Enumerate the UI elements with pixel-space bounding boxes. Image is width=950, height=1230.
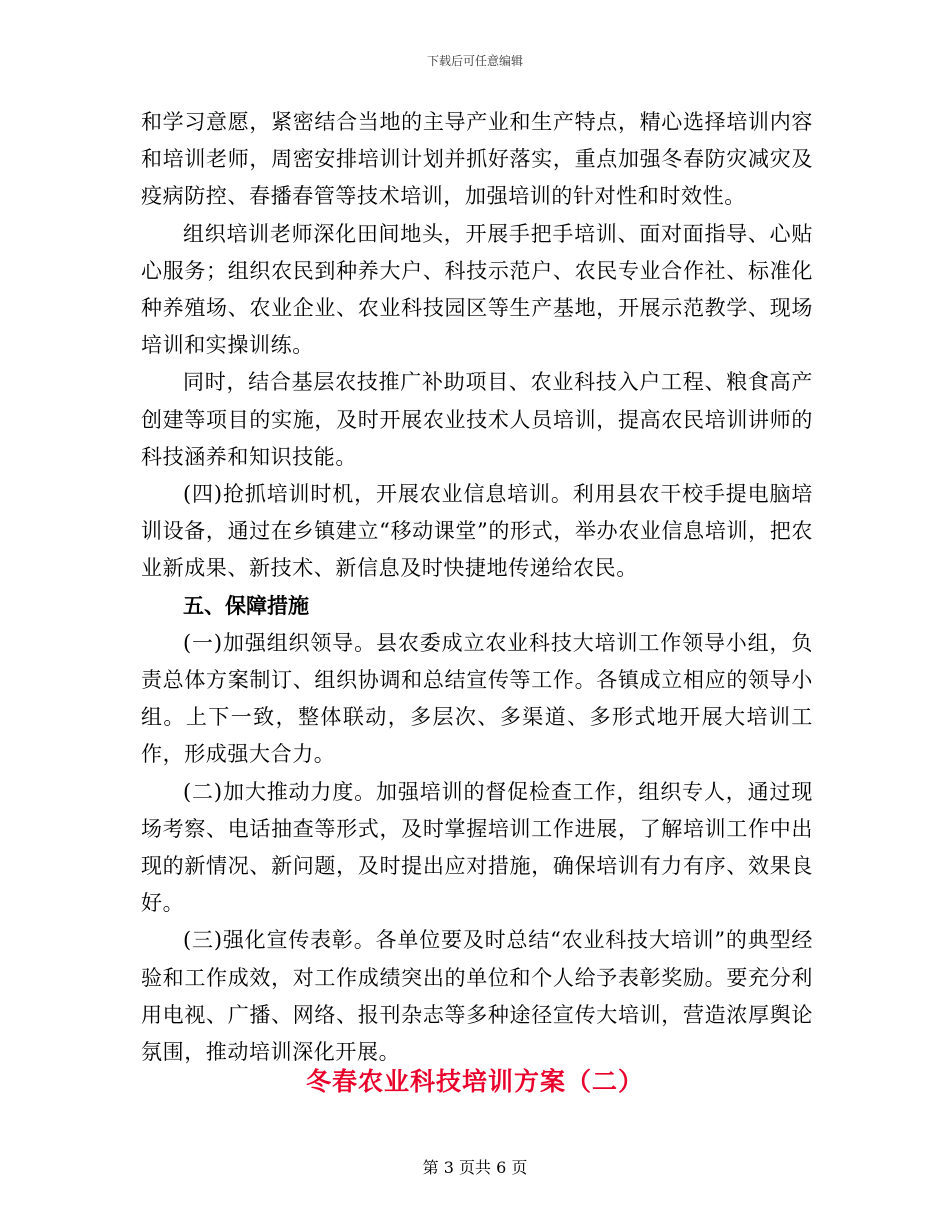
paragraph-promotion-effort: (二)加大推动力度。加强培训的督促检查工作，组织专人，通过现场考察、电话抽查等形式，及时掌握培训工作进展，了解培训工作中出现的新情况、新问题，及时提出应对措施，确保培训有力有序、效果良好。 xyxy=(141,779,813,916)
section-heading-safeguards: 五、保障措施 xyxy=(183,593,309,618)
document-body xyxy=(141,104,813,1071)
page-header: 下载后可任意编辑 xyxy=(426,54,523,68)
paragraph-field-training: 组织培训老师深化田间地头，开展手把手培训、面对面指导、心贴心服务；组织农民到种养大户、科技示范户、农民专业合作社、标准化种养殖场、农业企业、农业科技园区等生产基地，开展示范教学、现场培训和实操训练。 xyxy=(141,221,813,358)
paragraph-technician-training: 同时，结合基层农技推广补助项目、农业科技入户工程、粮食高产创建等项目的实施，及时开展农业技术人员培训，提高农民培训讲师的科技涵养和知识技能。 xyxy=(141,370,813,469)
paragraph-organization-leadership: (一)加强组织领导。县农委成立农业科技大培训工作领导小组，负责总体方案制订、组织协调和总结宣传等工作。各镇成立相应的领导小组。上下一致，整体联动，多层次、多渠道、多形式地开展大培训工作，形成强大合力。 xyxy=(141,630,813,767)
paragraph-publicity-commendation: (三)强化宣传表彰。各单位要及时总结“农业科技大培训”的典型经验和工作成效，对工作成绩突出的单位和个人给予表彰奖励。要充分利用电视、广播、网络、报刊杂志等多种途径宣传大培训，营造浓厚舆论氛围，推动培训深化开展。 xyxy=(141,928,813,1065)
document-subtitle: 冬春农业科技培训方案（二） xyxy=(305,1067,644,1096)
paragraph-continuation: 和学习意愿，紧密结合当地的主导产业和生产特点，精心选择培训内容和培训老师，周密安排培训计划并抓好落实，重点加强冬春防灾减灾及疫病防控、春播春管等技术培训，加强培训的针对性和时效性。 xyxy=(141,110,813,209)
paragraph-info-training: (四)抢抓培训时机，开展农业信息培训。利用县农干校手提电脑培训设备，通过在乡镇建立“移动课堂”的形式，举办农业信息培训，把农业新成果、新技术、新信息及时快捷地传递给农民。 xyxy=(141,482,813,581)
page-footer: 第 3 页共 6 页 xyxy=(422,1158,528,1177)
